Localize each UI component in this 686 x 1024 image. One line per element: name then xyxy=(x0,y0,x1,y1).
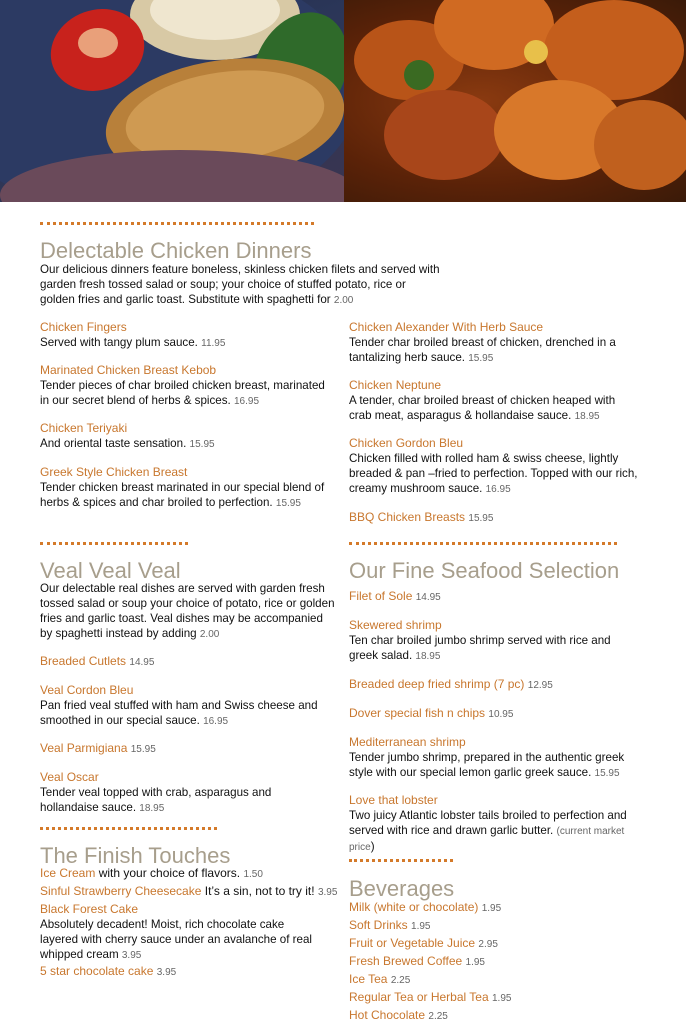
menu-item xyxy=(40,902,320,963)
beverage-price: 2.25 xyxy=(428,1011,448,1022)
menu-item-description: Pan fried veal stuffed with ham and Swiss cheese and smoothed in our special sauce. xyxy=(40,699,318,727)
menu-item-name: Veal Cordon Bleu xyxy=(40,683,134,697)
chicken-intro-price: 2.00 xyxy=(333,295,354,306)
menu-item-price: 18.95 xyxy=(415,651,441,662)
menu-item-price: 16.95 xyxy=(485,484,511,495)
menu-item-price: 3.95 xyxy=(317,887,338,898)
menu-item xyxy=(40,363,330,409)
beverage-name: Soft Drinks xyxy=(349,918,408,932)
menu-item-price: 15.95 xyxy=(275,498,301,509)
menu-item-name: Chicken Teriyaki xyxy=(40,421,128,435)
menu-item-description: Tender jumbo shrimp, prepared in the authentic greek style with our special lemon garlic greek sauce. xyxy=(349,751,625,779)
chicken-dinner-photo xyxy=(0,0,344,202)
menu-item-price: 14.95 xyxy=(129,657,155,668)
beverage-price: 2.25 xyxy=(390,975,411,986)
menu-item-price: 18.95 xyxy=(139,803,165,814)
menu-item-name: BBQ Chicken Breasts xyxy=(349,510,466,524)
beverage-price: 1.95 xyxy=(465,957,485,968)
beverage-name: Milk (white or chocolate) xyxy=(349,900,479,914)
menu-item-description: Tender pieces of char broiled chicken breast, marinated in our secret blend of herbs & spices. xyxy=(40,379,325,407)
menu-item-price: 16.95 xyxy=(234,396,260,407)
menu-item-price: 14.95 xyxy=(415,592,441,603)
menu-item xyxy=(40,866,263,882)
menu-item-name: Chicken Neptune xyxy=(349,378,442,392)
menu-item-name: Sinful Strawberry Cheesecake xyxy=(40,884,202,898)
menu-item xyxy=(40,741,156,757)
finish-section-title: The Finish Touches xyxy=(40,843,231,868)
menu-item-description: A tender, char broiled breast of chicken heaped with crab meat, asparagus & hollandaise sauce. xyxy=(349,394,616,422)
chicken-intro-text: Our delicious dinners feature boneless, skinless chicken filets and served with garden fresh tossed salad or soup; your choice of stuffed potato, rice or golden fries and garlic toast. Substitute with spaghetti for xyxy=(40,263,440,306)
menu-item-description: Tender veal topped with crab, asparagus and hollandaise sauce. xyxy=(40,786,272,814)
section-divider xyxy=(40,827,217,830)
menu-item xyxy=(349,510,493,526)
menu-item-price: 3.95 xyxy=(121,950,142,961)
menu-item xyxy=(349,735,649,781)
menu-item-name: Filet of Sole xyxy=(349,589,413,603)
section-divider xyxy=(40,542,188,545)
menu-item-price: 11.95 xyxy=(201,338,226,349)
seafood-section-title: Our Fine Seafood Selection xyxy=(349,558,620,583)
beverage-item xyxy=(349,900,501,916)
veal-intro-text: Our delectable real dishes are served with garden fresh tossed salad or soup your choice of potato, rice or golden fries and garlic toast. Veal dishes may be accompanied by spaghetti instead by adding xyxy=(40,582,335,640)
menu-item xyxy=(349,706,513,722)
menu-item-price: 18.95 xyxy=(574,411,600,422)
beverage-name: Fresh Brewed Coffee xyxy=(349,954,463,968)
menu-item-price: 16.95 xyxy=(203,716,229,727)
menu-item xyxy=(349,436,639,497)
section-divider xyxy=(40,222,314,225)
menu-item-name: Breaded deep fried shrimp (7 pc) xyxy=(349,677,525,691)
menu-item xyxy=(40,770,330,816)
menu-item xyxy=(40,683,330,729)
veal-intro xyxy=(40,581,335,642)
menu-item-description: Absolutely decadent! Moist, rich chocolate cake layered with cherry sauce under an avalanche of real whipped cream xyxy=(40,918,312,961)
beverage-name: Hot Chocolate xyxy=(349,1008,426,1022)
menu-item xyxy=(40,654,154,670)
beverages-section-title: Beverages xyxy=(349,876,455,901)
menu-item-name: Ice Cream xyxy=(40,866,96,880)
menu-item-price: 15.95 xyxy=(594,768,620,779)
menu-item xyxy=(349,618,639,664)
menu-item-price-end: ) xyxy=(370,840,375,853)
menu-item-description: Chicken filled with rolled ham & swiss cheese, lightly breaded & pan –fried to perfection. Topped with our rich, creamy mushroom sauce. xyxy=(349,452,638,495)
menu-item-description: It’s a sin, not to try it! xyxy=(204,884,315,898)
beverage-price: 1.95 xyxy=(491,993,512,1004)
beverage-price: 1.95 xyxy=(411,921,431,932)
menu-item-price: 3.95 xyxy=(156,967,177,978)
veal-intro-price: 2.00 xyxy=(199,629,220,640)
section-divider xyxy=(349,859,453,862)
beverage-name: Fruit or Vegetable Juice xyxy=(349,936,476,950)
chicken-intro xyxy=(40,262,440,308)
section-divider xyxy=(349,542,617,545)
beverage-item xyxy=(349,918,431,934)
menu-item-name: Veal Oscar xyxy=(40,770,99,784)
menu-item-name: Mediterranean shrimp xyxy=(349,735,466,749)
menu-item-name: Black Forest Cake xyxy=(40,902,139,916)
beverage-item xyxy=(349,936,498,952)
menu-item-description: Tender char broiled breast of chicken, drenched in a tantalizing herb sauce. xyxy=(349,336,616,364)
menu-item xyxy=(40,421,330,452)
veal-section-title: Veal Veal Veal xyxy=(40,558,181,583)
menu-item xyxy=(349,378,639,424)
menu-item-name: Greek Style Chicken Breast xyxy=(40,465,188,479)
menu-item-name: Dover special fish n chips xyxy=(349,706,486,720)
menu-item-name: Veal Parmigiana xyxy=(40,741,128,755)
menu-item-description: And oriental taste sensation. xyxy=(40,437,187,450)
menu-item xyxy=(40,320,330,351)
beverage-name: Ice Tea xyxy=(349,972,388,986)
menu-item-name: Breaded Cutlets xyxy=(40,654,127,668)
menu-item xyxy=(40,465,330,511)
menu-item-price: 12.95 xyxy=(527,680,553,691)
beverage-name: Regular Tea or Herbal Tea xyxy=(349,990,489,1004)
menu-item-price: 15.95 xyxy=(189,439,215,450)
menu-item-price: 1.50 xyxy=(243,869,263,880)
menu-item-name: Skewered shrimp xyxy=(349,618,442,632)
menu-item xyxy=(349,793,649,855)
menu-item-description: with your choice of flavors. xyxy=(98,866,241,880)
menu-item-name: Marinated Chicken Breast Kebob xyxy=(40,363,217,377)
beverage-price: 2.95 xyxy=(478,939,498,950)
menu-item-description: Served with tangy plum sauce. xyxy=(40,336,198,349)
menu-item-name: Chicken Alexander With Herb Sauce xyxy=(349,320,544,334)
menu-item-name: Love that lobster xyxy=(349,793,438,807)
menu-item-price: 10.95 xyxy=(488,709,514,720)
menu-item xyxy=(349,677,553,693)
menu-item-name: Chicken Fingers xyxy=(40,320,127,334)
menu-item-price: 15.95 xyxy=(130,744,156,755)
menu-item-description: Two juicy Atlantic lobster tails broiled to perfection and served with rice and drawn garlic butter. xyxy=(349,809,627,837)
menu-item-price: 15.95 xyxy=(468,513,494,524)
fried-shrimp-photo xyxy=(344,0,686,202)
menu-item xyxy=(40,884,337,900)
menu-item-price: 15.95 xyxy=(468,353,494,364)
menu-item-description: Ten char broiled jumbo shrimp served with rice and greek salad. xyxy=(349,634,611,662)
menu-item xyxy=(349,320,639,366)
header-photos xyxy=(0,0,686,202)
menu-item-name: Chicken Gordon Bleu xyxy=(349,436,464,450)
menu-item-price: (current market price xyxy=(349,826,625,853)
menu-item-description: Tender chicken breast marinated in our special blend of herbs & spices and char broiled to perfection. xyxy=(40,481,325,509)
beverage-item xyxy=(349,990,511,1006)
beverage-item xyxy=(349,954,485,970)
menu-item-name: 5 star chocolate cake xyxy=(40,964,154,978)
menu-item xyxy=(40,964,176,980)
menu-item xyxy=(349,589,441,605)
chicken-section-title: Delectable Chicken Dinners xyxy=(40,238,312,263)
beverage-item xyxy=(349,1008,448,1024)
beverage-item xyxy=(349,972,410,988)
beverage-price: 1.95 xyxy=(481,903,502,914)
